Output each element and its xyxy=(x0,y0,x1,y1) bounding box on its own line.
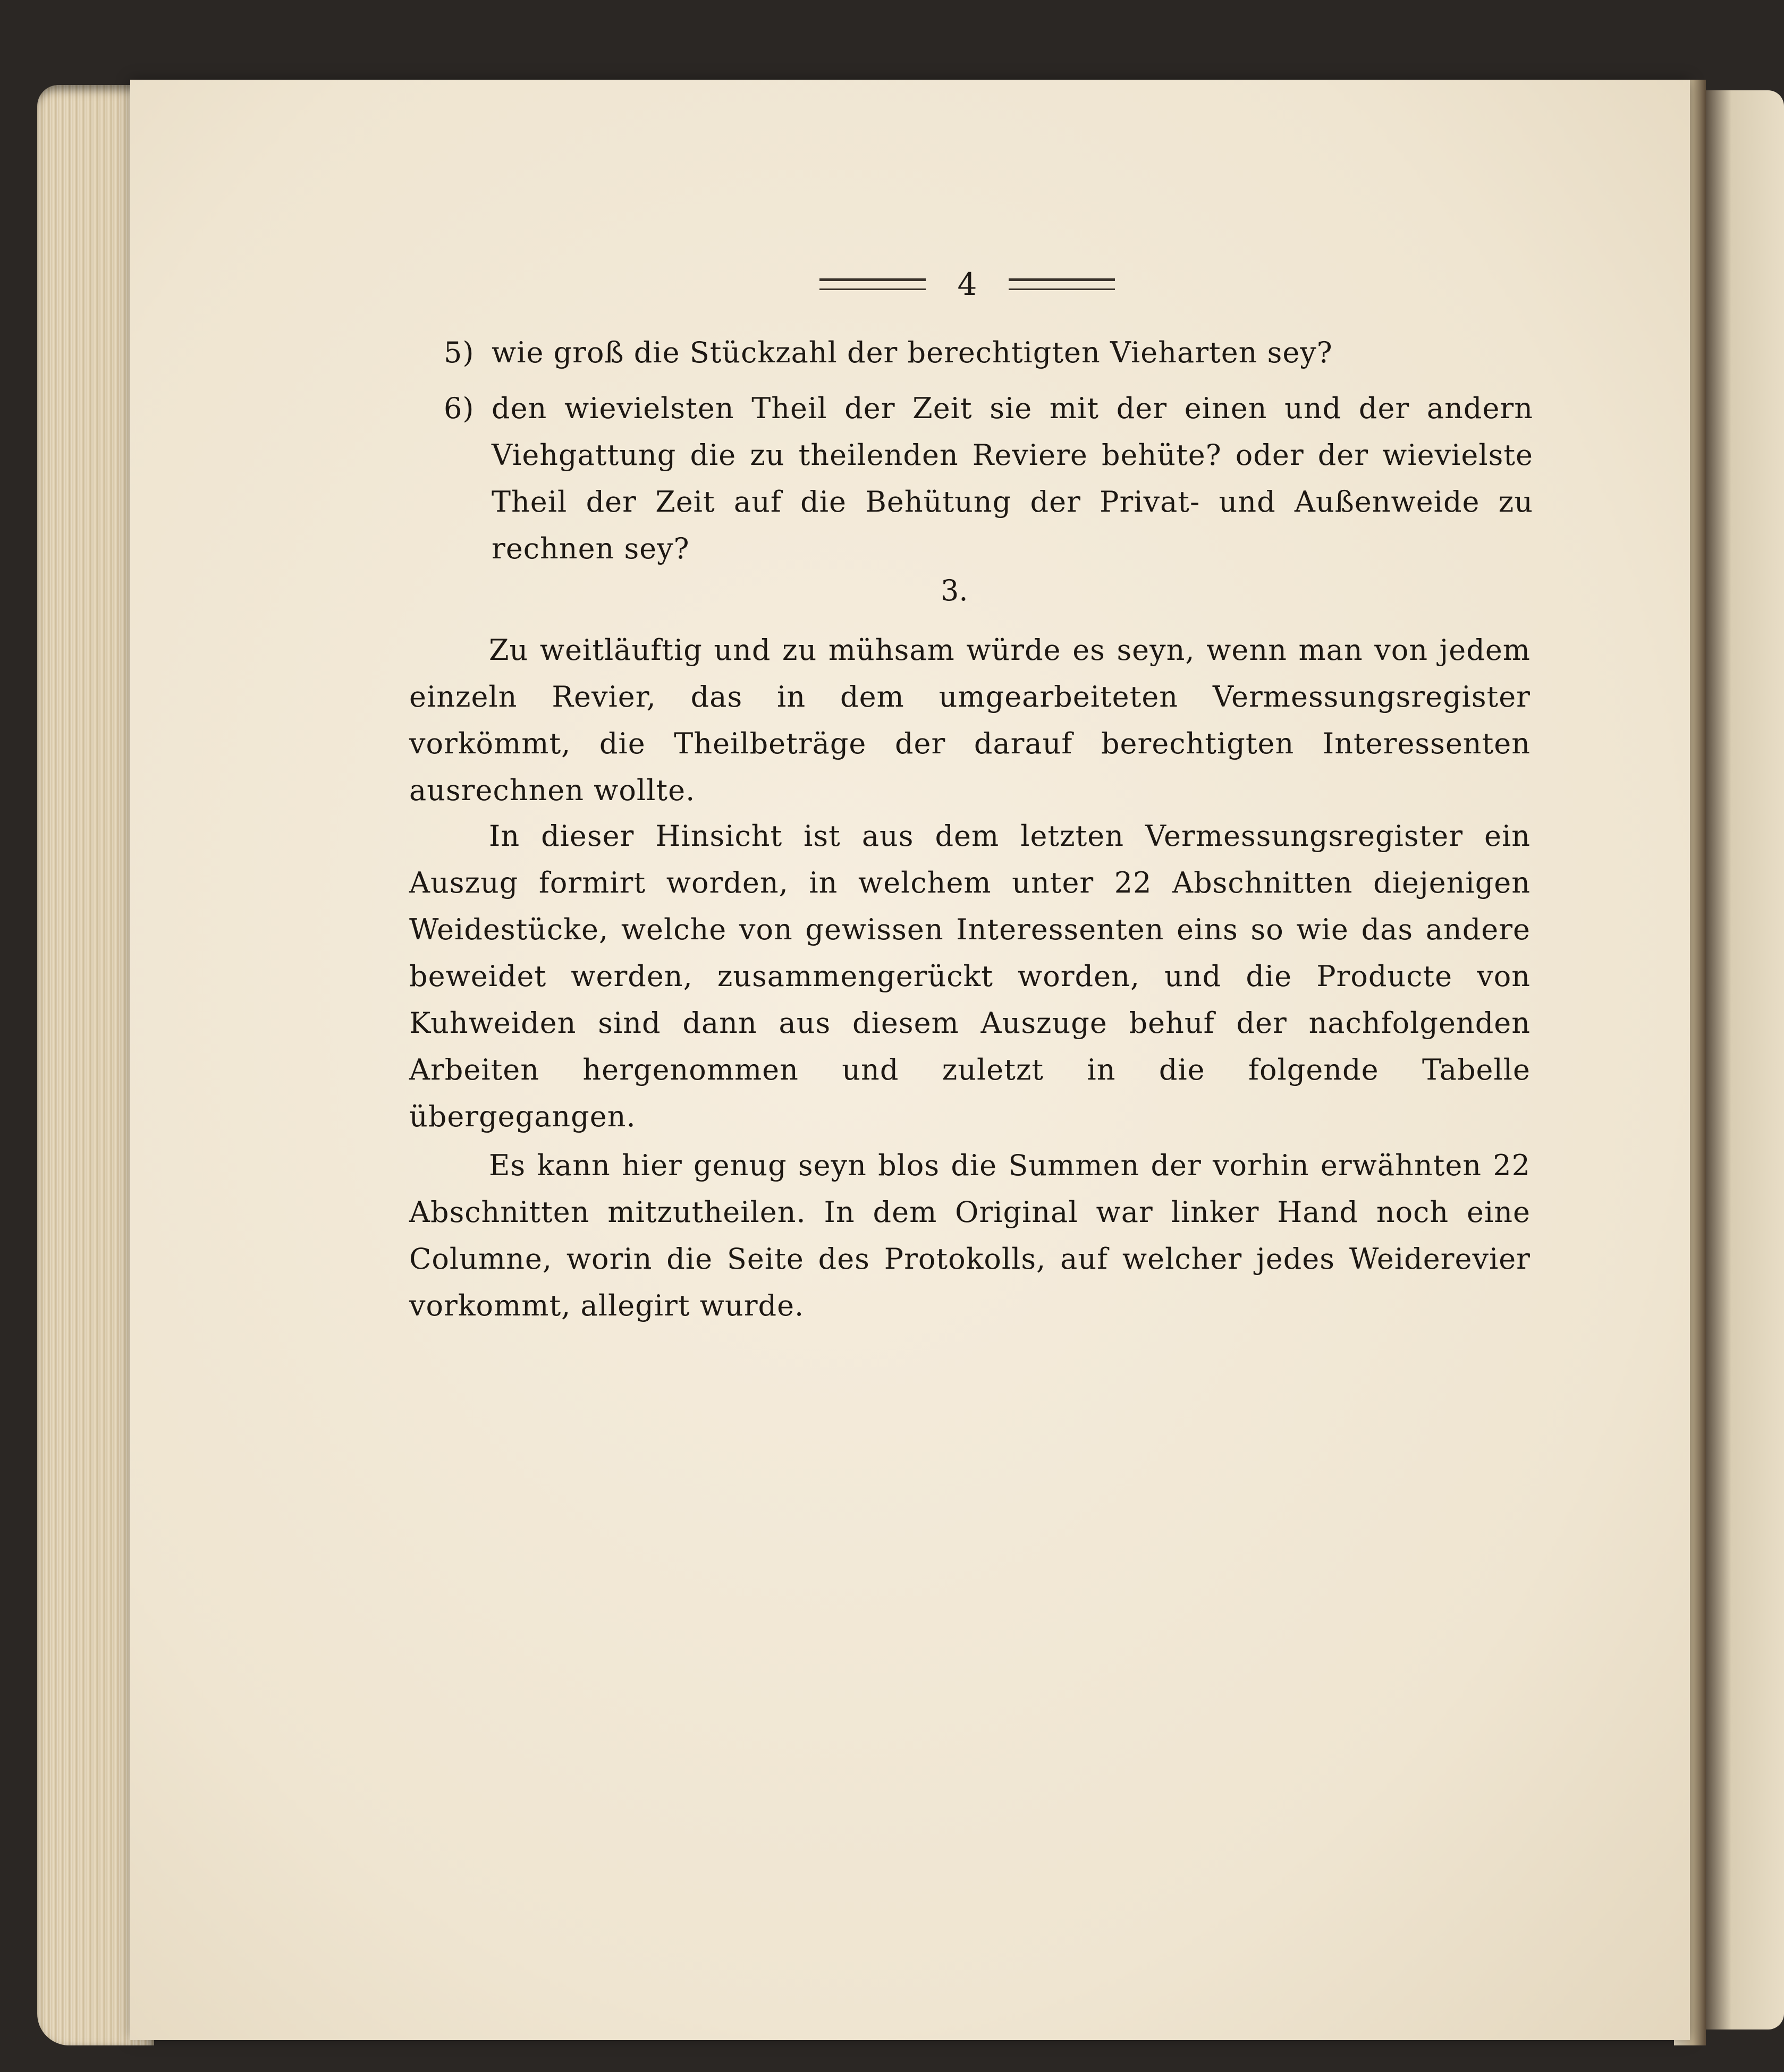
paragraph-2: In dieser Hinsicht ist aus dem letzten Vermessungsregister ein Auszug formirt worden, in welchem unter 22 Abschnitten diejenigen Weidestücke, welche von gewissen Interessenten eins so wie das andere beweidet werden, zusammengerückt worden, und die Producte von Kuhweiden sind dann aus diesem Auszuge behuf der nachfolgenden Arbeiten hergenommen und zuletzt in die folgende Tabelle übergegangen. xyxy=(409,819,1531,1133)
facing-page-edge xyxy=(1703,90,1784,2029)
list-item-6 xyxy=(444,385,1533,572)
paragraph-3: Es kann hier genug seyn blos die Summen der vorhin erwähnten 22 Abschnitten mitzutheilen. In dem Original war linker Hand noch eine Columne, worin die Seite des Protokolls, auf welcher jedes Weiderevier vorkommt, allegirt wurde. xyxy=(409,1149,1531,1322)
page-header xyxy=(808,263,1127,305)
page-number: 4 xyxy=(957,266,977,302)
list-item-5 xyxy=(444,329,1533,376)
header-rule-left xyxy=(819,278,926,290)
header-rule-right xyxy=(1009,278,1115,290)
list-item-number: 5) xyxy=(444,336,475,369)
list-item-number: 6) xyxy=(444,392,475,425)
list-item-text: wie groß die Stückzahl der berechtigten Vieharten sey? xyxy=(492,336,1333,369)
list-item-text: den wievielsten Theil der Zeit sie mit der einen und der andern Viehgattung die zu theilenden Reviere behüte? oder der wievielste Theil der Zeit auf die Behütung der Privat- und Außenweide zu rechnen sey? xyxy=(492,392,1533,565)
paragraph-1: Zu weitläuftig und zu mühsam würde es seyn, wenn man von jedem einzeln Revier, das in dem umgearbeiteten Vermessungsregister vorkömmt, die Theilbeträge der darauf berechtigten Interessenten ausrechnen wollte. xyxy=(409,633,1531,807)
section-number: 3. xyxy=(941,574,968,607)
